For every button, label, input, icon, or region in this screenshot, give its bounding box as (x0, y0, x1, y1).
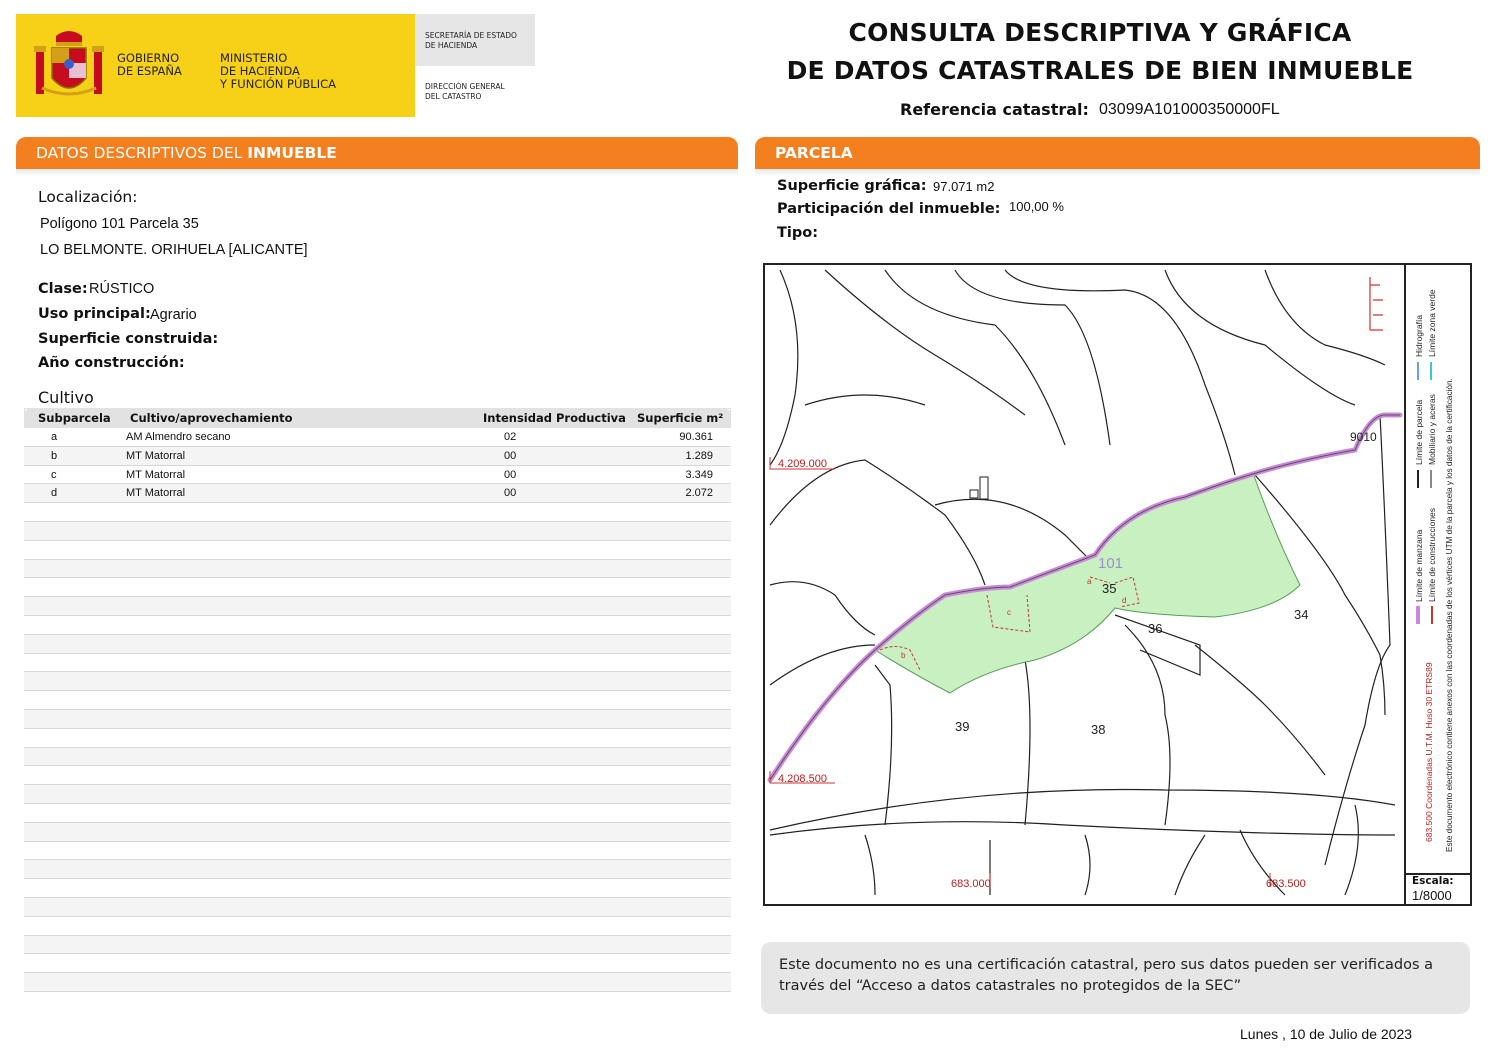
legend-coords-note: 683.500 Coordenadas U.T.M. Huso 30 ETRS89 (1424, 662, 1434, 842)
subparcela-cell: c (51, 468, 57, 481)
col-subparcela: Subparcela (38, 411, 111, 425)
label-sub-b: b (901, 651, 906, 660)
table-row (24, 766, 731, 785)
table-row (24, 428, 731, 447)
table-row (24, 560, 731, 579)
cultivo-cell: AM Almendro secano (126, 431, 231, 443)
legend-swatch-hidrografia (1417, 362, 1419, 380)
legend-manzana: Límite de manzana (1414, 529, 1424, 602)
uso-value: Agrario (150, 307, 197, 323)
coord-y2: 4.208.500 (778, 773, 827, 785)
table-row (24, 597, 731, 616)
superficie-cell: 90.361 (679, 431, 713, 443)
table-row (24, 842, 731, 861)
col-cultivo: Cultivo/aprovechamiento (130, 411, 293, 425)
subparcela-cell: d (51, 487, 58, 500)
table-row (24, 691, 731, 710)
coord-x2: 683.500 (1266, 878, 1306, 890)
table-row (24, 823, 731, 842)
map-drawing (765, 265, 1404, 904)
disclaimer-note: Este documento no es una certificación catastral, pero sus datos pueden ser verificados a través del “Acceso a datos catastrales no protegidos de la SEC” (761, 942, 1470, 1014)
legend-zona-verde: Límite zona verde (1427, 289, 1437, 357)
table-row (24, 541, 731, 560)
header-shadow (16, 169, 738, 177)
intensidad-cell: 00 (504, 449, 517, 462)
superficie-cell: 3.349 (685, 468, 713, 481)
ano-construccion-label: Año construcción: (38, 355, 185, 371)
parcela-header (755, 137, 1480, 169)
table-row (24, 898, 731, 917)
table-row (24, 672, 731, 691)
table-row (24, 748, 731, 767)
participacion-label: Participación del inmueble: (777, 201, 1001, 217)
table-row (24, 447, 731, 466)
label-polygon-101: 101 (1098, 555, 1124, 572)
label-parcel-35: 35 (1102, 581, 1117, 596)
superficie-cell: 2.072 (685, 487, 713, 500)
label-parcel-39: 39 (955, 719, 970, 734)
uso-label: Uso principal: (38, 306, 151, 322)
table-row (24, 973, 731, 992)
table-row (24, 522, 731, 541)
label-parcel-34: 34 (1294, 607, 1309, 622)
table-row (24, 616, 731, 635)
cultivo-cell: MT Matorral (126, 468, 186, 481)
label-sub-d: d (1122, 596, 1127, 605)
page-title-line1: CONSULTA DESCRIPTIVA Y GRÁFICA (848, 18, 1352, 47)
table-row (24, 484, 731, 503)
parcela-header-shadow (755, 169, 1480, 177)
intensidad-cell: 02 (504, 431, 517, 443)
legend-separator (1404, 263, 1406, 906)
table-row (24, 936, 731, 955)
legend-hidrografia: Hidrografía (1414, 314, 1424, 357)
localizacion-line2: LO BELMONTE. ORIHUELA [ALICANTE] (40, 242, 308, 258)
table-row (24, 635, 731, 654)
table-row (24, 578, 731, 597)
page-title-line2: DE DATOS CATASTRALES DE BIEN INMUEBLE (786, 56, 1414, 85)
coord-x1: 683.000 (951, 878, 991, 890)
cultivo-cell: MT Matorral (126, 487, 186, 500)
intensidad-cell: 00 (504, 468, 517, 481)
localizacion-label: Localización: (38, 188, 138, 206)
gov-name: GOBIERNO DE ESPAÑA (117, 51, 182, 78)
legend-parcela: Límite de parcela (1414, 399, 1424, 465)
cultivo-cell: MT Matorral (126, 449, 186, 462)
clase-value: RÚSTICO (89, 281, 155, 297)
superficie-grafica-label: Superficie gráfica: (777, 178, 927, 194)
document-date: Lunes , 10 de Julio de 2023 (1240, 1026, 1413, 1042)
ministry-name: MINISTERIO DE HACIENDA Y FUNCIÓN PÚBLICA (220, 51, 336, 91)
descriptive-data-title-a: DATOS DESCRIPTIVOS DEL (36, 144, 248, 162)
legend-swatch-manzana (1416, 606, 1420, 624)
label-parcel-9010: 9010 (1350, 430, 1377, 444)
label-sub-a: a (1087, 577, 1092, 586)
ref-label: Referencia catastral: (900, 100, 1089, 119)
legend-swatch-construcciones (1431, 606, 1433, 624)
descriptive-data-header (16, 137, 738, 169)
scale-label: Escala: (1412, 875, 1454, 887)
localizacion-line1: Polígono 101 Parcela 35 (40, 216, 199, 232)
descriptive-data-title-b: INMUEBLE (247, 144, 337, 162)
table-row (24, 860, 731, 879)
superficie-construida-label: Superficie construida: (38, 331, 219, 347)
superficie-cell: 1.289 (685, 449, 713, 462)
label-parcel-38: 38 (1091, 722, 1106, 737)
legend-doc-note: Este documento electrónico contiene anexos con las coordenadas de los vértices UTM de la parcela y los datos de la certificación. (1445, 378, 1454, 852)
participacion-value: 100,00 % (1009, 199, 1064, 214)
table-row (24, 503, 731, 522)
superficie-grafica-value: 97.071 m2 (933, 179, 995, 194)
table-row (24, 710, 731, 729)
subparcela-cell: a (51, 431, 58, 443)
cultivo-label: Cultivo (38, 388, 94, 407)
col-superficie: Superficie m² (637, 411, 724, 425)
table-row (24, 654, 731, 673)
table-row (24, 729, 731, 748)
col-intensidad: Intensidad Productiva (483, 411, 626, 425)
direction-name: DIRECCIÓN GENERAL DEL CATASTRO (425, 82, 505, 101)
legend-swatch-zona-verde (1430, 362, 1432, 380)
table-row (24, 954, 731, 973)
legend-mobiliario: Mobiliario y aceras (1427, 394, 1437, 465)
tipo-label: Tipo: (777, 225, 819, 241)
coat-of-arms-icon (34, 28, 104, 100)
intensidad-cell: 00 (504, 487, 517, 500)
table-row (24, 917, 731, 936)
coord-y1: 4.209.000 (778, 458, 827, 470)
secretary-name: SECRETARÍA DE ESTADO DE HACIENDA (425, 31, 517, 50)
table-row (24, 804, 731, 823)
scale-value: 1/8000 (1412, 888, 1452, 903)
table-row (24, 879, 731, 898)
label-sub-c: c (1007, 608, 1011, 617)
legend-construcciones: Límite de construcciones (1427, 507, 1437, 602)
parcela-title: PARCELA (775, 144, 853, 162)
legend-swatch-parcela (1417, 470, 1419, 488)
table-row (24, 785, 731, 804)
subparcela-cell: b (51, 449, 58, 462)
ref-value: 03099A101000350000FL (1099, 101, 1280, 118)
clase-label: Clase: (38, 281, 88, 297)
legend-swatch-mobiliario (1430, 470, 1432, 488)
label-parcel-36: 36 (1148, 621, 1163, 636)
table-row (24, 466, 731, 485)
